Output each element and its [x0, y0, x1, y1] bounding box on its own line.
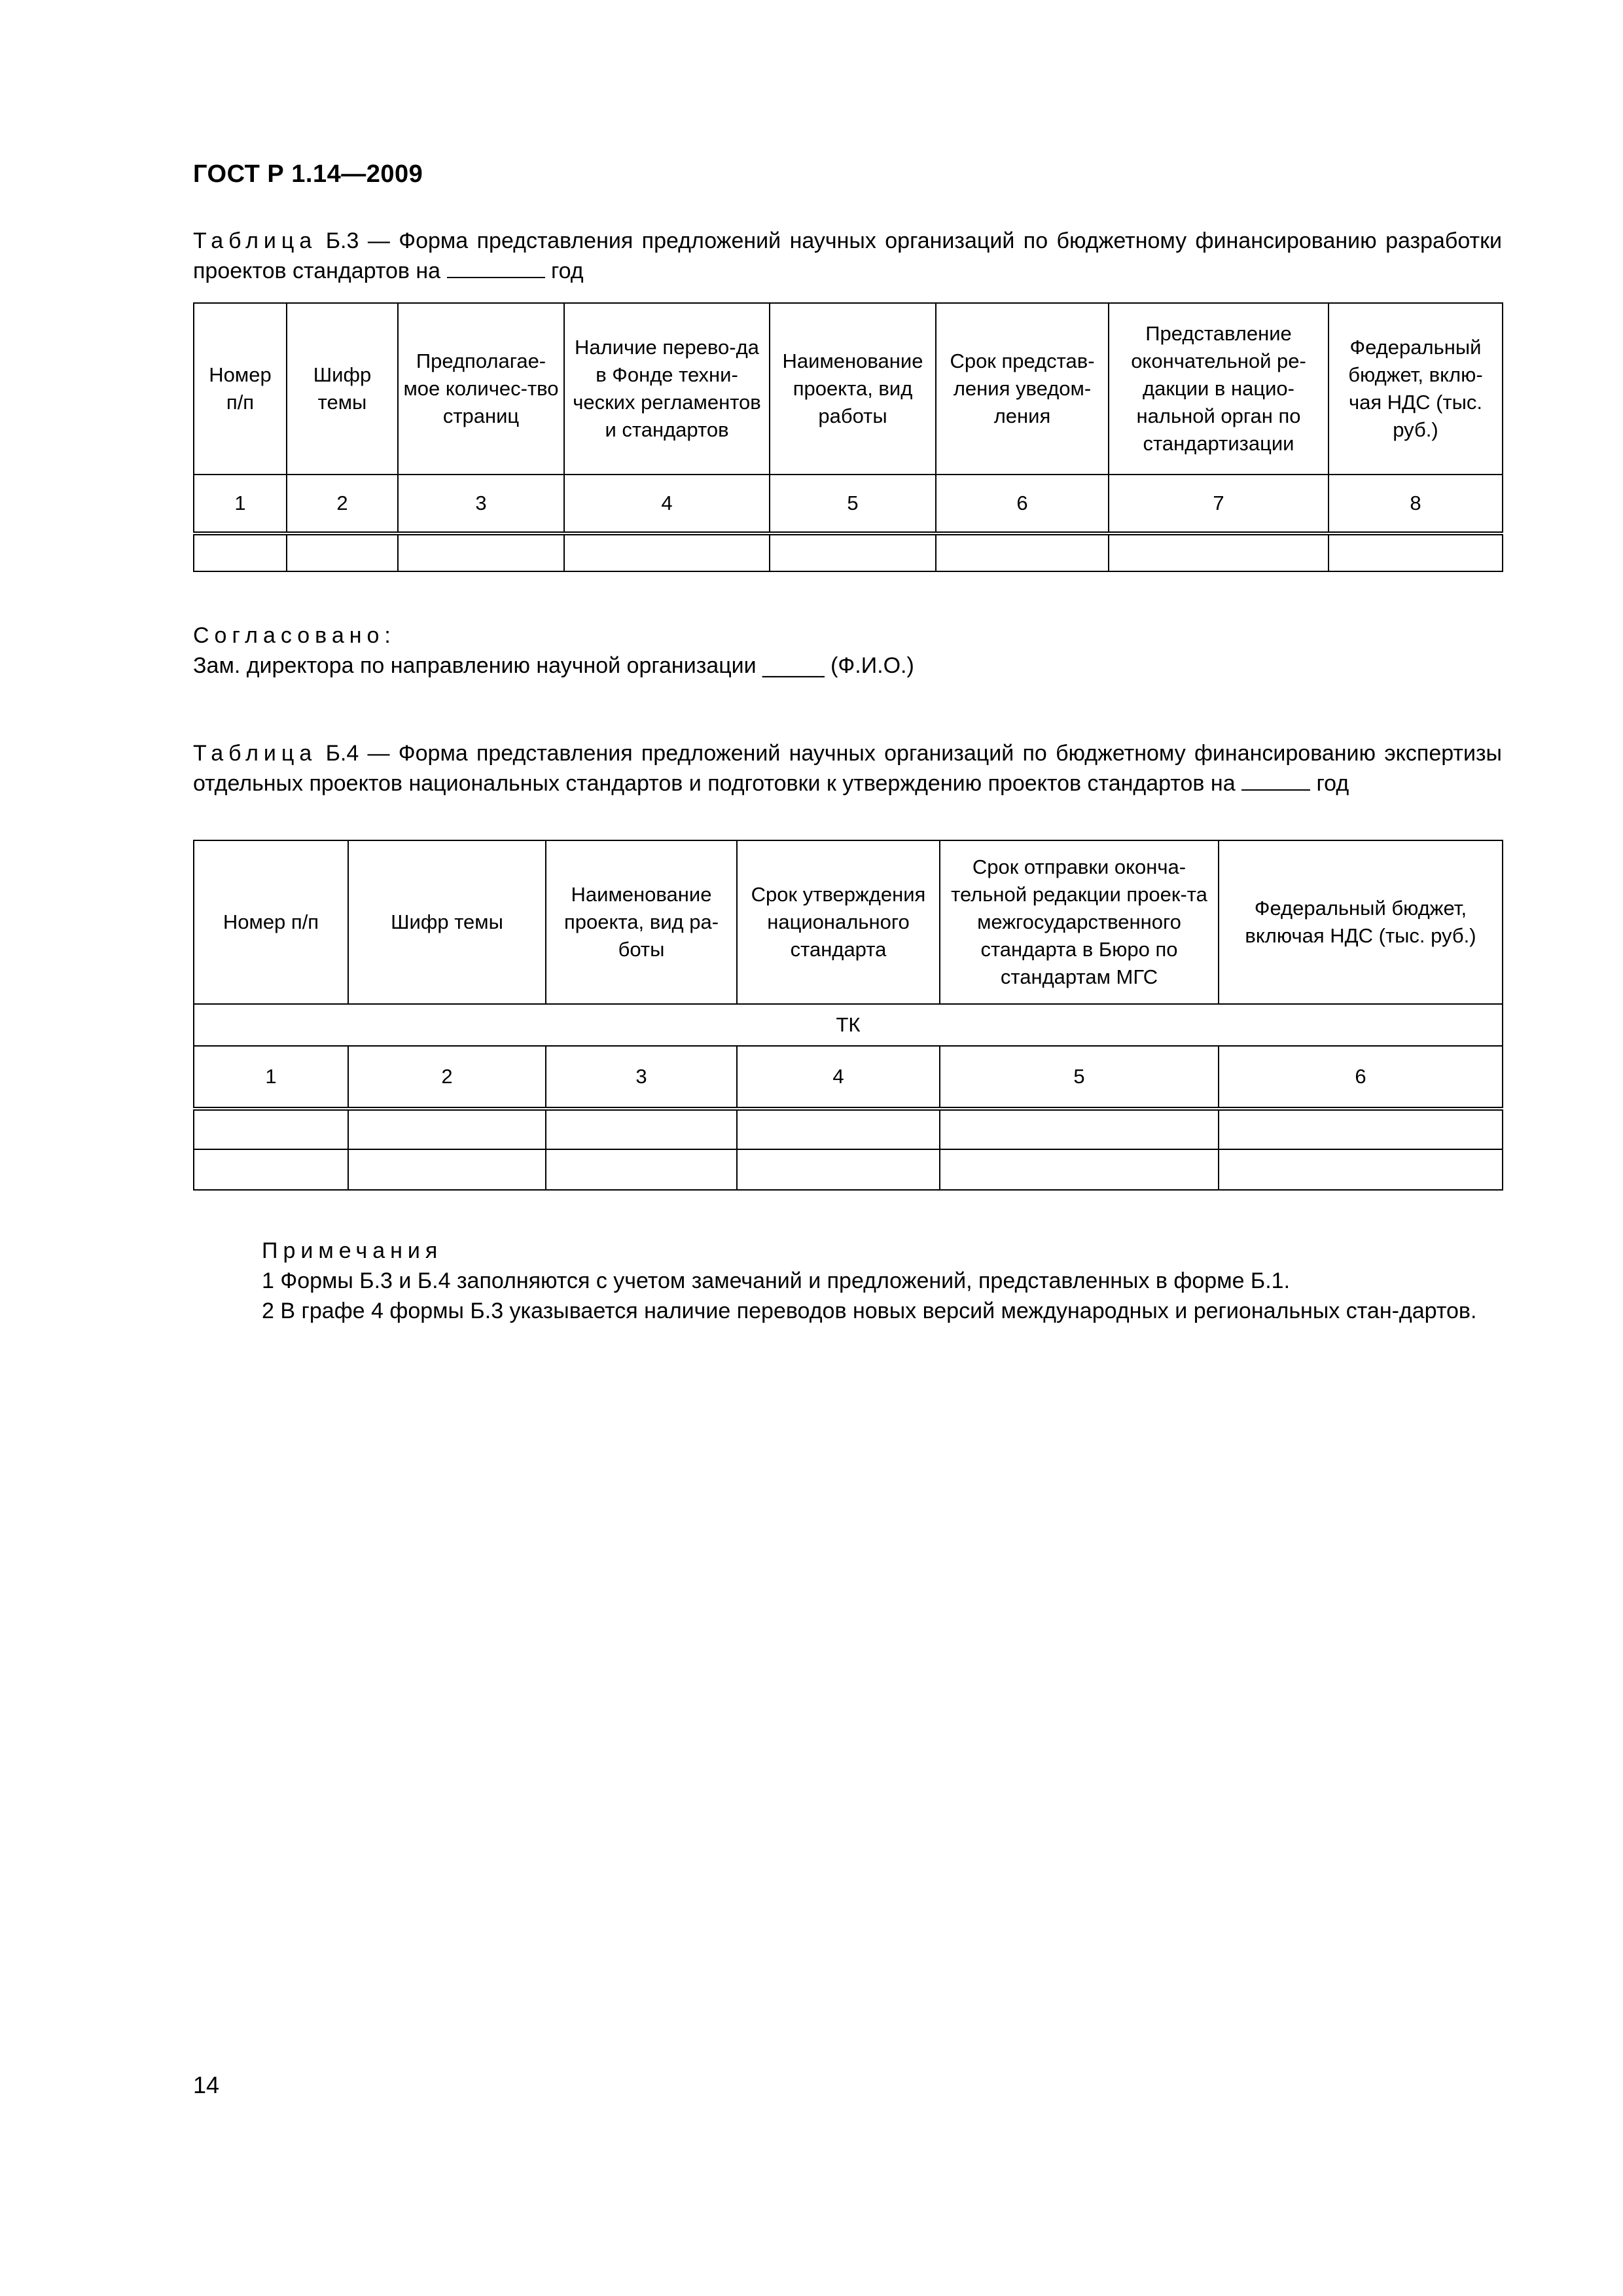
empty-cell — [1329, 533, 1503, 571]
table-b3 — [193, 302, 1503, 572]
empty-cell — [546, 1109, 737, 1149]
table-b3-header-cell: Срок представ-ления уведом-ления — [936, 303, 1109, 475]
table-b3-caption-suffix: год — [544, 259, 584, 283]
table-b3-caption-text: Б.3 — Форма представления предложений научных организаций по бюджетному финансированию разработки проектов стандартов на — [193, 228, 1502, 283]
column-number: 4 — [564, 475, 770, 533]
table-b4-caption-label: Таблица — [193, 741, 317, 766]
table-b4 — [193, 840, 1503, 1191]
group-label-cell: ТК — [194, 1004, 1503, 1046]
empty-cell — [398, 533, 564, 571]
approval-block — [193, 620, 914, 681]
table-b4-header-cell: Номер п/п — [194, 840, 348, 1004]
table-b4-header-cell: Наименование проекта, вид ра-боты — [546, 840, 737, 1004]
column-number: 2 — [287, 475, 398, 533]
empty-cell — [564, 533, 770, 571]
table-b4-empty-row — [194, 1149, 1503, 1190]
column-number: 6 — [1219, 1046, 1503, 1109]
table-b3-caption — [193, 226, 1502, 286]
table-b3-header-cell: Предполагае-мое количес-тво страниц — [398, 303, 564, 475]
table-b3-number-row — [194, 475, 1503, 533]
table-b3-header-cell: Шифр темы — [287, 303, 398, 475]
empty-cell — [348, 1109, 546, 1149]
year-blank — [447, 257, 545, 278]
note-item: 1 Формы Б.3 и Б.4 заполняются с учетом замечаний и предложений, представленных в форме Б.1. — [262, 1268, 1291, 1293]
notes-title: Примечания — [262, 1238, 443, 1263]
table-b3-header-cell: Номер п/п — [194, 303, 287, 475]
empty-cell — [940, 1109, 1219, 1149]
table-b4-caption-text: Б.4 — Форма представления предложений научных организаций по бюджетному финансированию экспертизы отдельных проектов национальных стандартов и подготовки к утверждению проектов стандартов на — [193, 741, 1502, 796]
empty-cell — [546, 1149, 737, 1190]
empty-cell — [737, 1109, 940, 1149]
table-b4-header-cell: Срок отправки оконча-тельной редакции проек-та межгосударственного стандарта в Бюро по стандартам МГС — [940, 840, 1219, 1004]
column-number: 6 — [936, 475, 1109, 533]
page-number: 14 — [193, 2072, 220, 2098]
table-b4-caption — [193, 738, 1502, 798]
notes-block — [193, 1236, 1502, 1326]
empty-cell — [287, 533, 398, 571]
column-number: 3 — [398, 475, 564, 533]
column-number: 8 — [1329, 475, 1503, 533]
document-header: ГОСТ Р 1.14—2009 — [193, 160, 423, 188]
empty-cell — [940, 1149, 1219, 1190]
table-b4-header-cell: Шифр темы — [348, 840, 546, 1004]
note-item: 2 В графе 4 формы Б.3 указывается наличие переводов новых версий международных и региональных стан-дартов. — [262, 1299, 1477, 1323]
table-b4-number-row — [194, 1046, 1503, 1109]
column-number: 1 — [194, 475, 287, 533]
table-b3-header-cell: Наличие перево-да в Фонде техни-ческих регламентов и стандартов — [564, 303, 770, 475]
column-number: 7 — [1109, 475, 1329, 533]
empty-cell — [1219, 1149, 1503, 1190]
column-number: 2 — [348, 1046, 546, 1109]
column-number: 5 — [940, 1046, 1219, 1109]
year-blank — [1241, 770, 1310, 791]
approval-title: Согласовано: — [193, 623, 396, 648]
approval-line: Зам. директора по направлению научной организации _____ (Ф.И.О.) — [193, 653, 914, 678]
table-b3-empty-row — [194, 533, 1503, 571]
column-number: 5 — [770, 475, 936, 533]
empty-cell — [348, 1149, 546, 1190]
table-b3-header-cell: Федеральный бюджет, вклю-чая НДС (тыс. руб.) — [1329, 303, 1503, 475]
empty-cell — [194, 533, 287, 571]
empty-cell — [1109, 533, 1329, 571]
empty-cell — [770, 533, 936, 571]
empty-cell — [1219, 1109, 1503, 1149]
column-number: 1 — [194, 1046, 348, 1109]
table-b3-header-cell: Наименование проекта, вид работы — [770, 303, 936, 475]
table-b3-caption-label: Таблица — [193, 228, 317, 253]
empty-cell — [737, 1149, 940, 1190]
empty-cell — [936, 533, 1109, 571]
empty-cell — [194, 1109, 348, 1149]
column-number: 3 — [546, 1046, 737, 1109]
empty-cell — [194, 1149, 348, 1190]
table-b3-header-row — [194, 303, 1503, 475]
table-b4-caption-suffix: год — [1310, 771, 1349, 796]
table-b4-header-cell: Срок утверждения национального стандарта — [737, 840, 940, 1004]
column-number: 4 — [737, 1046, 940, 1109]
table-b4-empty-row — [194, 1109, 1503, 1149]
table-b4-header-row — [194, 840, 1503, 1004]
table-b4-header-cell: Федеральный бюджет, включая НДС (тыс. руб.) — [1219, 840, 1503, 1004]
table-b3-header-cell: Представление окончательной ре-дакции в нацио-нальной орган по стандартизации — [1109, 303, 1329, 475]
table-b4-group-row — [194, 1004, 1503, 1046]
